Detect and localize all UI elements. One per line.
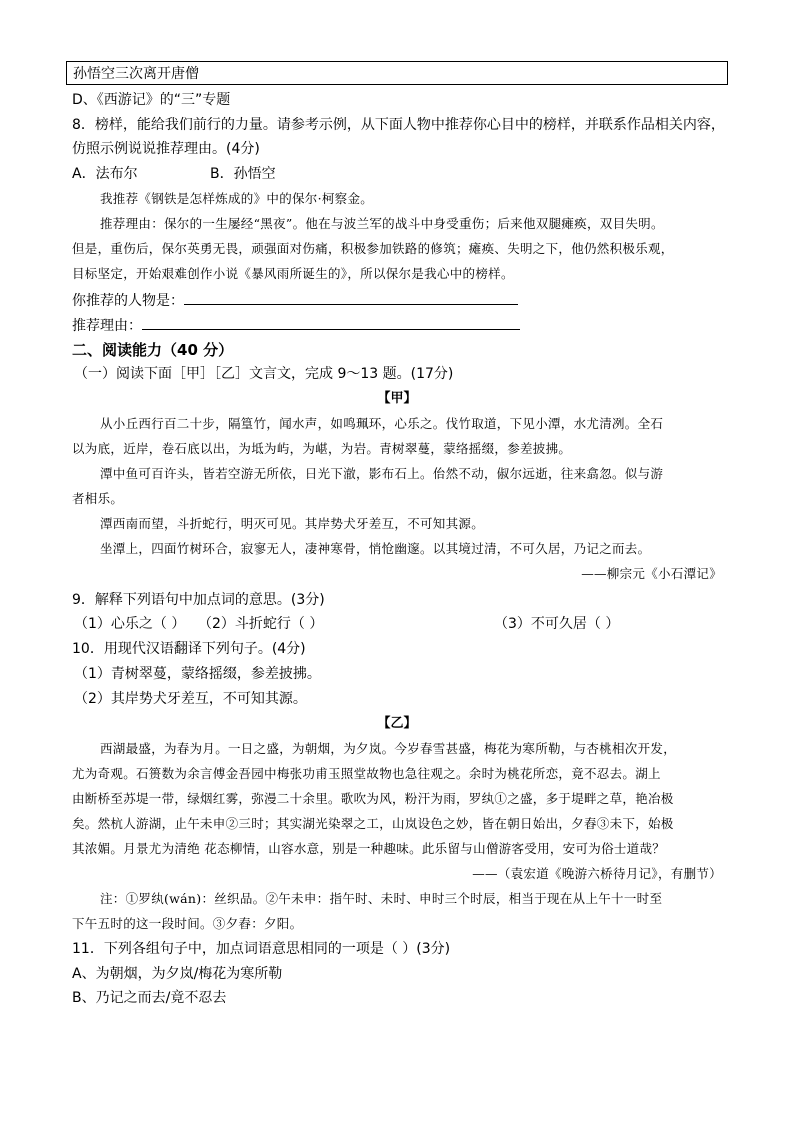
q8-stem-line1: 8．榜样，能给我们前行的力量。请参考示例，从下面人物中推荐你心目中的榜样，并联系作品相关内容， bbox=[72, 117, 725, 133]
jia-p1-line2: 以为底，近岸，卷石底以出，为坻为屿，为嵁，为岩。青树翠蔓，蒙络摇缀，参差披拂。 bbox=[72, 441, 572, 456]
q9-stem: 9．解释下列语句中加点词的意思。(3分) bbox=[72, 592, 325, 608]
q10-stem: 10．用现代汉语翻译下列句子。(4分) bbox=[72, 641, 306, 657]
person-label: 你推荐的人物是： bbox=[72, 293, 184, 309]
box-text: 孙悟空三次离开唐僧 bbox=[73, 66, 199, 82]
q8-stem-line2: 仿照示例说说推荐理由。(4分) bbox=[72, 141, 260, 157]
q10-item2: （2）其岸势犬牙差互，不可知其源。 bbox=[74, 691, 307, 707]
part1-intro: （一）阅读下面［甲］［乙］文言文，完成 9～13 题。(17分) bbox=[74, 366, 454, 382]
reason-field-row bbox=[72, 315, 520, 336]
section2-title: 二、阅读能力（40 分） bbox=[72, 341, 234, 359]
yi-p1-line1: 西湖最盛，为春为月。一日之盛，为朝烟，为夕岚。今岁春雪甚盛，梅花为寒所勒，与杏桃相次开发， bbox=[100, 741, 677, 756]
q8-option-b: B．孙悟空 bbox=[210, 166, 276, 182]
yi-p1-line3: 由断桥至苏堤一带，绿烟红雾，弥漫二十余里。歌吹为风，粉汗为雨，罗纨①之盛，多于堤畔之草，艳冶极 bbox=[72, 791, 674, 806]
q8-example-line3: 但是，重伤后，保尔英勇无畏，顽强面对伤痛，积极参加铁路的修筑；瘫痪、失明之下，他仍然积极乐观， bbox=[72, 241, 674, 256]
yi-heading: 【乙】 bbox=[377, 716, 417, 731]
jia-p2-line1: 潭中鱼可百许头，皆若空游无所依，日光下澈，影布石上。佁然不动，俶尔远逝，往来翕忽。似与游 bbox=[100, 466, 664, 481]
q8-option-a: A．法布尔 bbox=[72, 166, 138, 182]
jia-p3: 潭西南而望，斗折蛇行，明灭可见。其岸势犬牙差互，不可知其源。 bbox=[100, 516, 485, 531]
person-answer-line[interactable] bbox=[184, 290, 518, 305]
jia-p4: 坐潭上，四面竹树环合，寂寥无人，凄神寒骨，悄怆幽邃。以其境过清，不可久居，乃记之而去。 bbox=[100, 541, 651, 556]
reason-label: 推荐理由： bbox=[72, 318, 142, 334]
person-field-row bbox=[72, 290, 518, 311]
q7-option-d: D、《西游记》的“三”专题 bbox=[72, 92, 231, 108]
yi-source: ——（袁宏道《晚游六桥待月记》，有删节） bbox=[472, 866, 722, 881]
jia-p1-line1: 从小丘西行百二十步，隔篁竹，闻水声，如鸣珮环，心乐之。伐竹取道，下见小潭，水尤清冽。全石 bbox=[100, 416, 664, 431]
jia-p2-line2: 者相乐。 bbox=[72, 491, 124, 506]
yi-note-line2: 下午五时的这一段时间。③夕舂：夕阳。 bbox=[72, 916, 303, 931]
q8-example-line2: 推荐理由：保尔的一生屡经“黑夜”。他在与波兰军的战斗中身受重伤；后来他双腿瘫痪，双目失明。 bbox=[100, 216, 664, 231]
q10-item1: （1）青树翠蔓，蒙络摇缀，参差披拂。 bbox=[74, 666, 321, 682]
reason-answer-line[interactable] bbox=[142, 315, 520, 330]
q11-option-a: A、为朝烟，为夕岚/梅花为寒所勒 bbox=[72, 966, 283, 982]
q11-option-b: B、乃记之而去/竟不忍去 bbox=[72, 990, 227, 1006]
answer-box bbox=[66, 61, 728, 85]
q9-item3: （3）不可久居（ ） bbox=[494, 616, 620, 632]
jia-heading: 【甲】 bbox=[377, 391, 417, 406]
jia-source: ——柳宗元《小石潭记》 bbox=[581, 566, 722, 581]
q9-item2: （2）斗折蛇行（ ） bbox=[198, 616, 324, 632]
yi-p1-line2: 尤为奇观。石篑数为余言傅金吾园中梅张功甫玉照堂故物也急往观之。余时为桃花所恋，竟不忍去。湖上 bbox=[72, 766, 661, 781]
yi-note-line1: 注：①罗纨(wán)：丝织品。②午未申：指午时、未时、申时三个时辰，相当于现在从上午十一时至 bbox=[100, 891, 663, 906]
q8-example-line1: 我推荐《钢铁是怎样炼成的》中的保尔·柯察金。 bbox=[100, 191, 374, 206]
q9-item1: （1）心乐之（ ） bbox=[74, 616, 186, 632]
yi-p1-line4: 矣。然杭人游湖，止午未申②三时；其实湖光染翠之工，山岚设色之妙，皆在朝日始出，夕舂③未下，始极 bbox=[72, 816, 674, 831]
yi-p1-line5: 其浓媚。月景尤为清绝 花态柳情，山容水意，别是一种趣味。此乐留与山僧游客受用，安可为俗士道哉？ bbox=[72, 841, 666, 856]
q8-example-line4: 目标坚定，开始艰难创作小说《暴风雨所诞生的》，所以保尔是我心中的榜样。 bbox=[72, 266, 514, 281]
q11-stem: 11．下列各组句子中，加点词语意思相同的一项是（ ）(3分) bbox=[72, 941, 451, 957]
